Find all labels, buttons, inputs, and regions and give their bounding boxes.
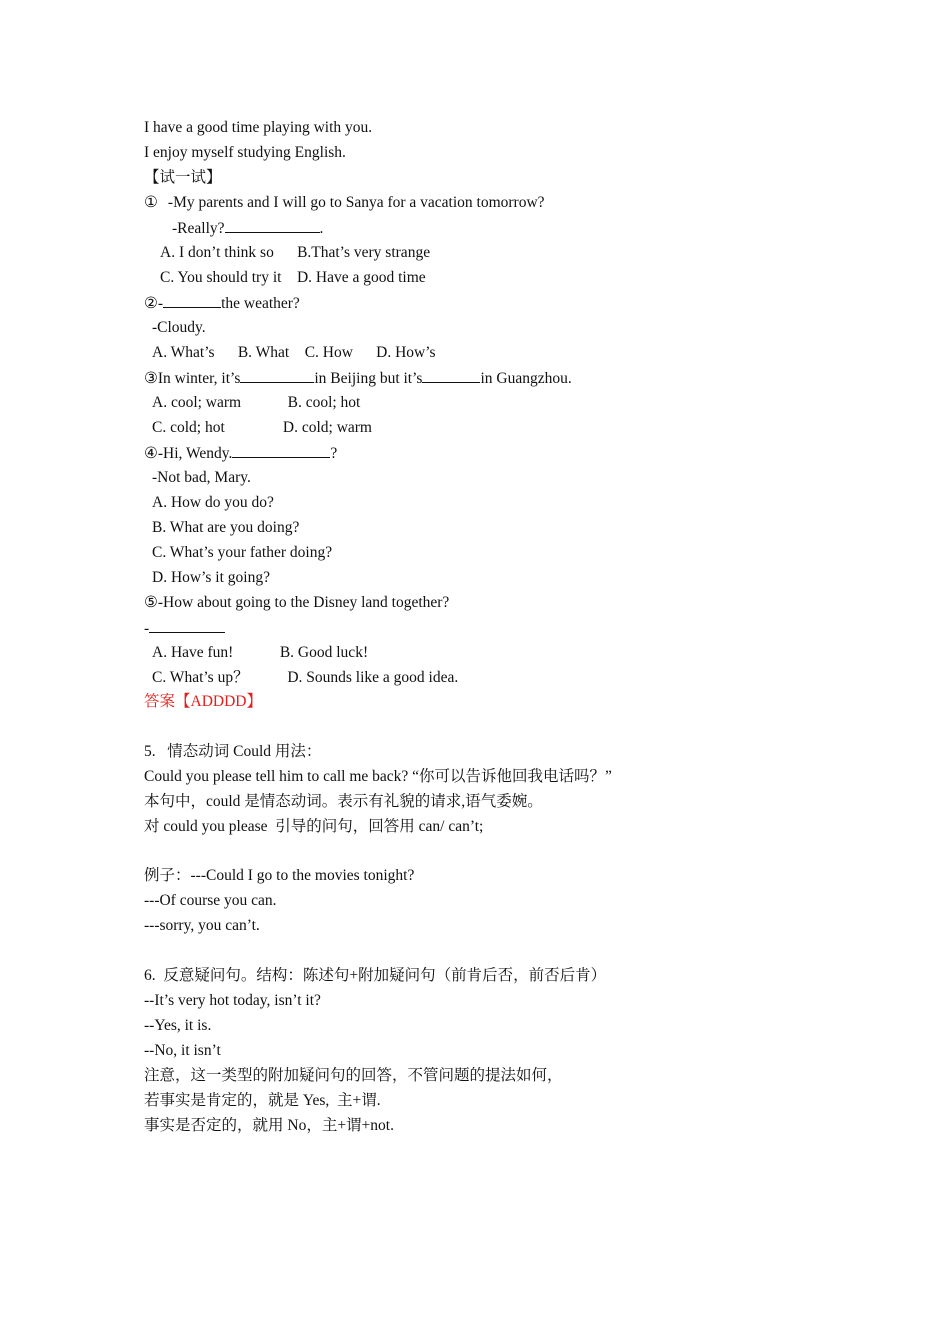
question-number: ① <box>144 194 158 211</box>
question-1-options-ab: A. I don’t think so B.That’s very strange <box>160 244 431 261</box>
text-line: Could you please tell him to call me back? “你可以告诉他回我电话吗？” <box>144 768 612 785</box>
question-1 <box>144 193 545 213</box>
question-3-options-ab: A. cool; warm B. cool; hot <box>152 394 361 411</box>
answer-blank <box>163 293 221 308</box>
question-4-option-a: A. How do you do? <box>152 494 274 511</box>
question-3-options-cd: C. cold; hot D. cold; warm <box>152 419 372 436</box>
answer-blank <box>232 443 330 458</box>
answer-key: 答案【ADDDD】 <box>144 693 262 710</box>
question-3: ③In winter, it’s in Beijing but it’s in Guangzhou. <box>144 370 572 387</box>
text-line: 若事实是肯定的，就是 Yes, 主+谓. <box>144 1092 381 1109</box>
question-5: ⑤-How about going to the Disney land together? <box>144 594 450 611</box>
text-line: --Yes, it is. <box>144 1017 212 1034</box>
example-line: ---sorry, you can’t. <box>144 917 260 934</box>
answer-blank <box>149 618 225 633</box>
question-5-reply: - <box>144 618 225 639</box>
example-line: 例子：---Could I go to the movies tonight? <box>144 867 415 884</box>
question-1-options-cd: C. You should try it D. Have a good time <box>160 269 426 286</box>
question-4: ④-Hi, Wendy. ? <box>144 445 338 462</box>
text-line: 事实是否定的，就用 No，主+谓+not. <box>144 1117 394 1134</box>
answer-blank <box>225 218 320 233</box>
question-2-reply: -Cloudy. <box>152 319 206 336</box>
question-2: ②- the weather? <box>144 295 300 312</box>
text-line: 对 could you please 引导的问句，回答用 can/ can’t; <box>144 818 484 835</box>
question-1-reply: -Really? . <box>172 220 324 237</box>
text-line: --No, it isn’t <box>144 1042 221 1059</box>
answer-blank <box>422 368 480 383</box>
section-6-title: 6. 反意疑问句。结构：陈述句+附加疑问句（前肯后否，前否后肯） <box>144 967 607 984</box>
example-line: ---Of course you can. <box>144 892 277 909</box>
text-line: 本句中，could 是情态动词。表示有礼貌的请求,语气委婉。 <box>144 793 543 810</box>
answer-blank <box>240 368 314 383</box>
question-4-option-b: B. What are you doing? <box>152 519 300 536</box>
question-4-reply: -Not bad, Mary. <box>152 469 251 486</box>
question-2-options: A. What’s B. What C. How D. How’s <box>152 344 436 361</box>
question-text: -My parents and I will go to Sanya for a vacation tomorrow? <box>167 194 545 211</box>
text-line: I enjoy myself studying English. <box>144 144 346 161</box>
text-line: I have a good time playing with you. <box>144 119 373 136</box>
question-4-option-d: D. How’s it going? <box>152 569 270 586</box>
text-line: 注意，这一类型的附加疑问句的回答，不管问题的提法如何， <box>144 1067 563 1084</box>
exercise-heading: 【试一试】 <box>144 169 222 186</box>
question-5-options-ab: A. Have fun! B. Good luck! <box>152 644 369 661</box>
question-4-option-c: C. What’s your father doing? <box>152 544 333 561</box>
question-5-options-cd: C. What’s up？ D. Sounds like a good idea. <box>152 669 459 686</box>
text-line: --It’s very hot today, isn’t it? <box>144 992 321 1009</box>
section-5-title: 5. 情态动词 Could 用法： <box>144 743 322 760</box>
